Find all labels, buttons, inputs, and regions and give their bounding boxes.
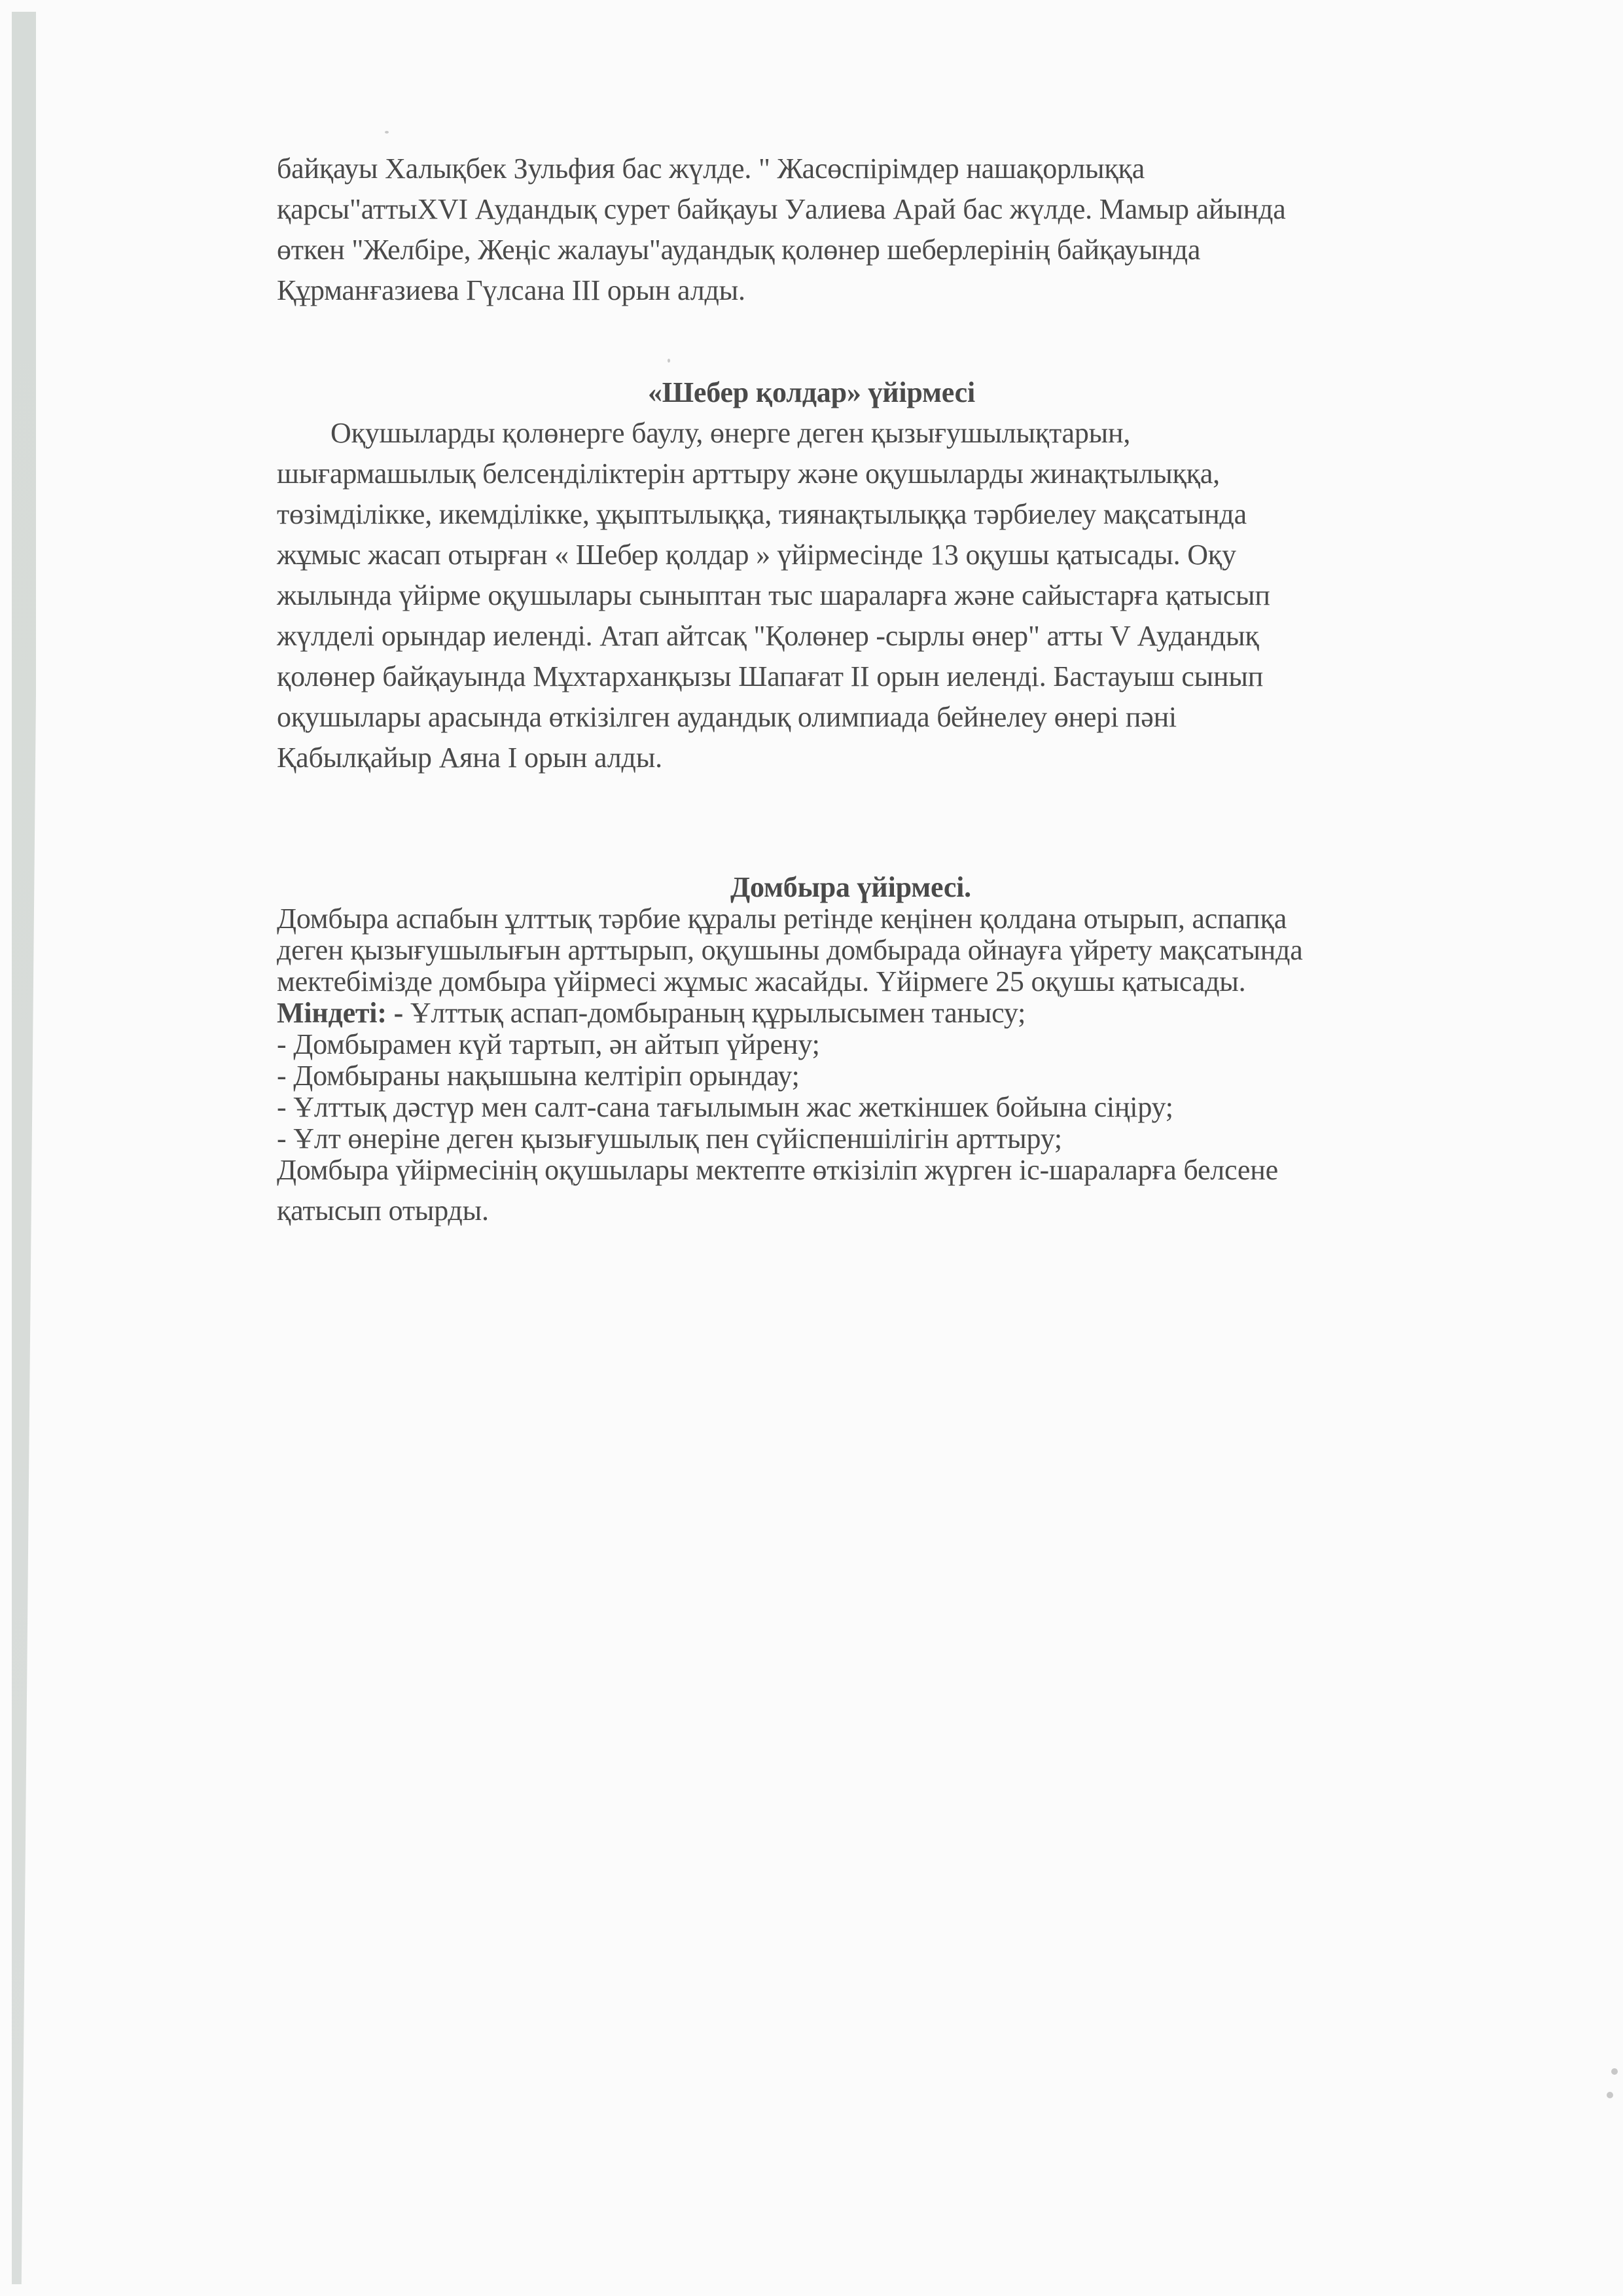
task-item: Ұлттық аспап-домбыраның құрылысымен танысу; xyxy=(403,997,1026,1029)
tasks-line xyxy=(277,999,1026,1028)
tasks-label: Міндеті: - xyxy=(277,997,404,1029)
text-line: Қабылқайыр Аяна I орын алды. xyxy=(277,742,662,774)
text-line: жылында үйірме оқушылары сыныптан тыс шараларға және сайыстарға қатысып xyxy=(277,579,1270,611)
task-item: - Домбырамен күй тартып, ән айтып үйрену; xyxy=(277,1028,820,1060)
task-item: - Ұлт өнеріне деген қызығушылық пен сүйіспеншілігін арттыру; xyxy=(277,1122,1062,1155)
text-line: қатысып отырды. xyxy=(277,1194,489,1227)
text-line: жұмыс жасап отырған « Шебер қолдар » үйірмесінде 13 оқушы қатысады. Оқу xyxy=(277,539,1236,571)
text-line: Домбыра үйірмесінің оқушылары мектепте өткізіліп жүрген іс-шараларға белсене xyxy=(277,1154,1278,1186)
text-line: деген қызығушылығын арттырып, оқушыны домбырада ойнауға үйрету мақсатында xyxy=(277,934,1303,966)
text-line: қарсы"аттыXVI Аудандық сурет байқауы Уалиева Арай бас жүлде. Мамыр айында xyxy=(277,193,1286,225)
scan-speck xyxy=(668,359,670,363)
text-line: Оқушыларды қолөнерге баулу, өнерге деген қызығушылықтарын, xyxy=(330,417,1131,449)
text-line: қолөнер байқауында Мұхтарханқызы Шапағат II орын иеленді. Бастауыш сынып xyxy=(277,660,1264,692)
text-line: мектебімізде домбыра үйірмесі жұмыс жасайды. Үйірмеге 25 оқушы қатысады. xyxy=(277,965,1246,997)
scan-speck xyxy=(1607,2092,1613,2098)
text-line: өткен "Желбіре, Жеңіс жалауы"аудандық қолөнер шеберлерінің байқауында xyxy=(277,234,1201,266)
text-line: төзімділікке, икемділікке, ұқыптылыққа, тиянақтылыққа тәрбиелеу мақсатында xyxy=(277,498,1247,530)
text-line: оқушылары арасында өткізілген аудандық олимпиада бейнелеу өнері пәні xyxy=(277,701,1177,733)
task-item: - Домбыраны нақышына келтіріп орындау; xyxy=(277,1060,800,1092)
section-heading: «Шебер қолдар» үйірмесі xyxy=(647,376,976,408)
text-line: жүлделі орындар иеленді. Атап айтсақ "Қолөнер -сырлы өнер" атты V Аудандық xyxy=(277,620,1259,652)
text-line: шығармашылық белсенділіктерін арттыру және оқушыларды жинақтылыққа, xyxy=(277,457,1220,490)
text-line: байқауы Халықбек Зульфия бас жүлде. " Жасөспірімдер нашақорлыққа xyxy=(277,152,1145,185)
text-line: Құрманғазиева Гүлсана III орын алды. xyxy=(277,274,745,306)
text-line: Домбыра аспабын ұлттық тәрбие құралы ретінде кеңінен қолдана отырып, аспапқа xyxy=(277,903,1287,935)
scan-speck xyxy=(1611,2068,1618,2075)
section-heading: Домбыра үйірмесі. xyxy=(730,871,971,903)
scan-edge-strip xyxy=(12,12,36,2284)
task-item: - Ұлттық дәстүр мен салт-сана тағылымын жас жеткіншек бойына сіңіру; xyxy=(277,1091,1173,1123)
scan-speck xyxy=(385,131,389,134)
